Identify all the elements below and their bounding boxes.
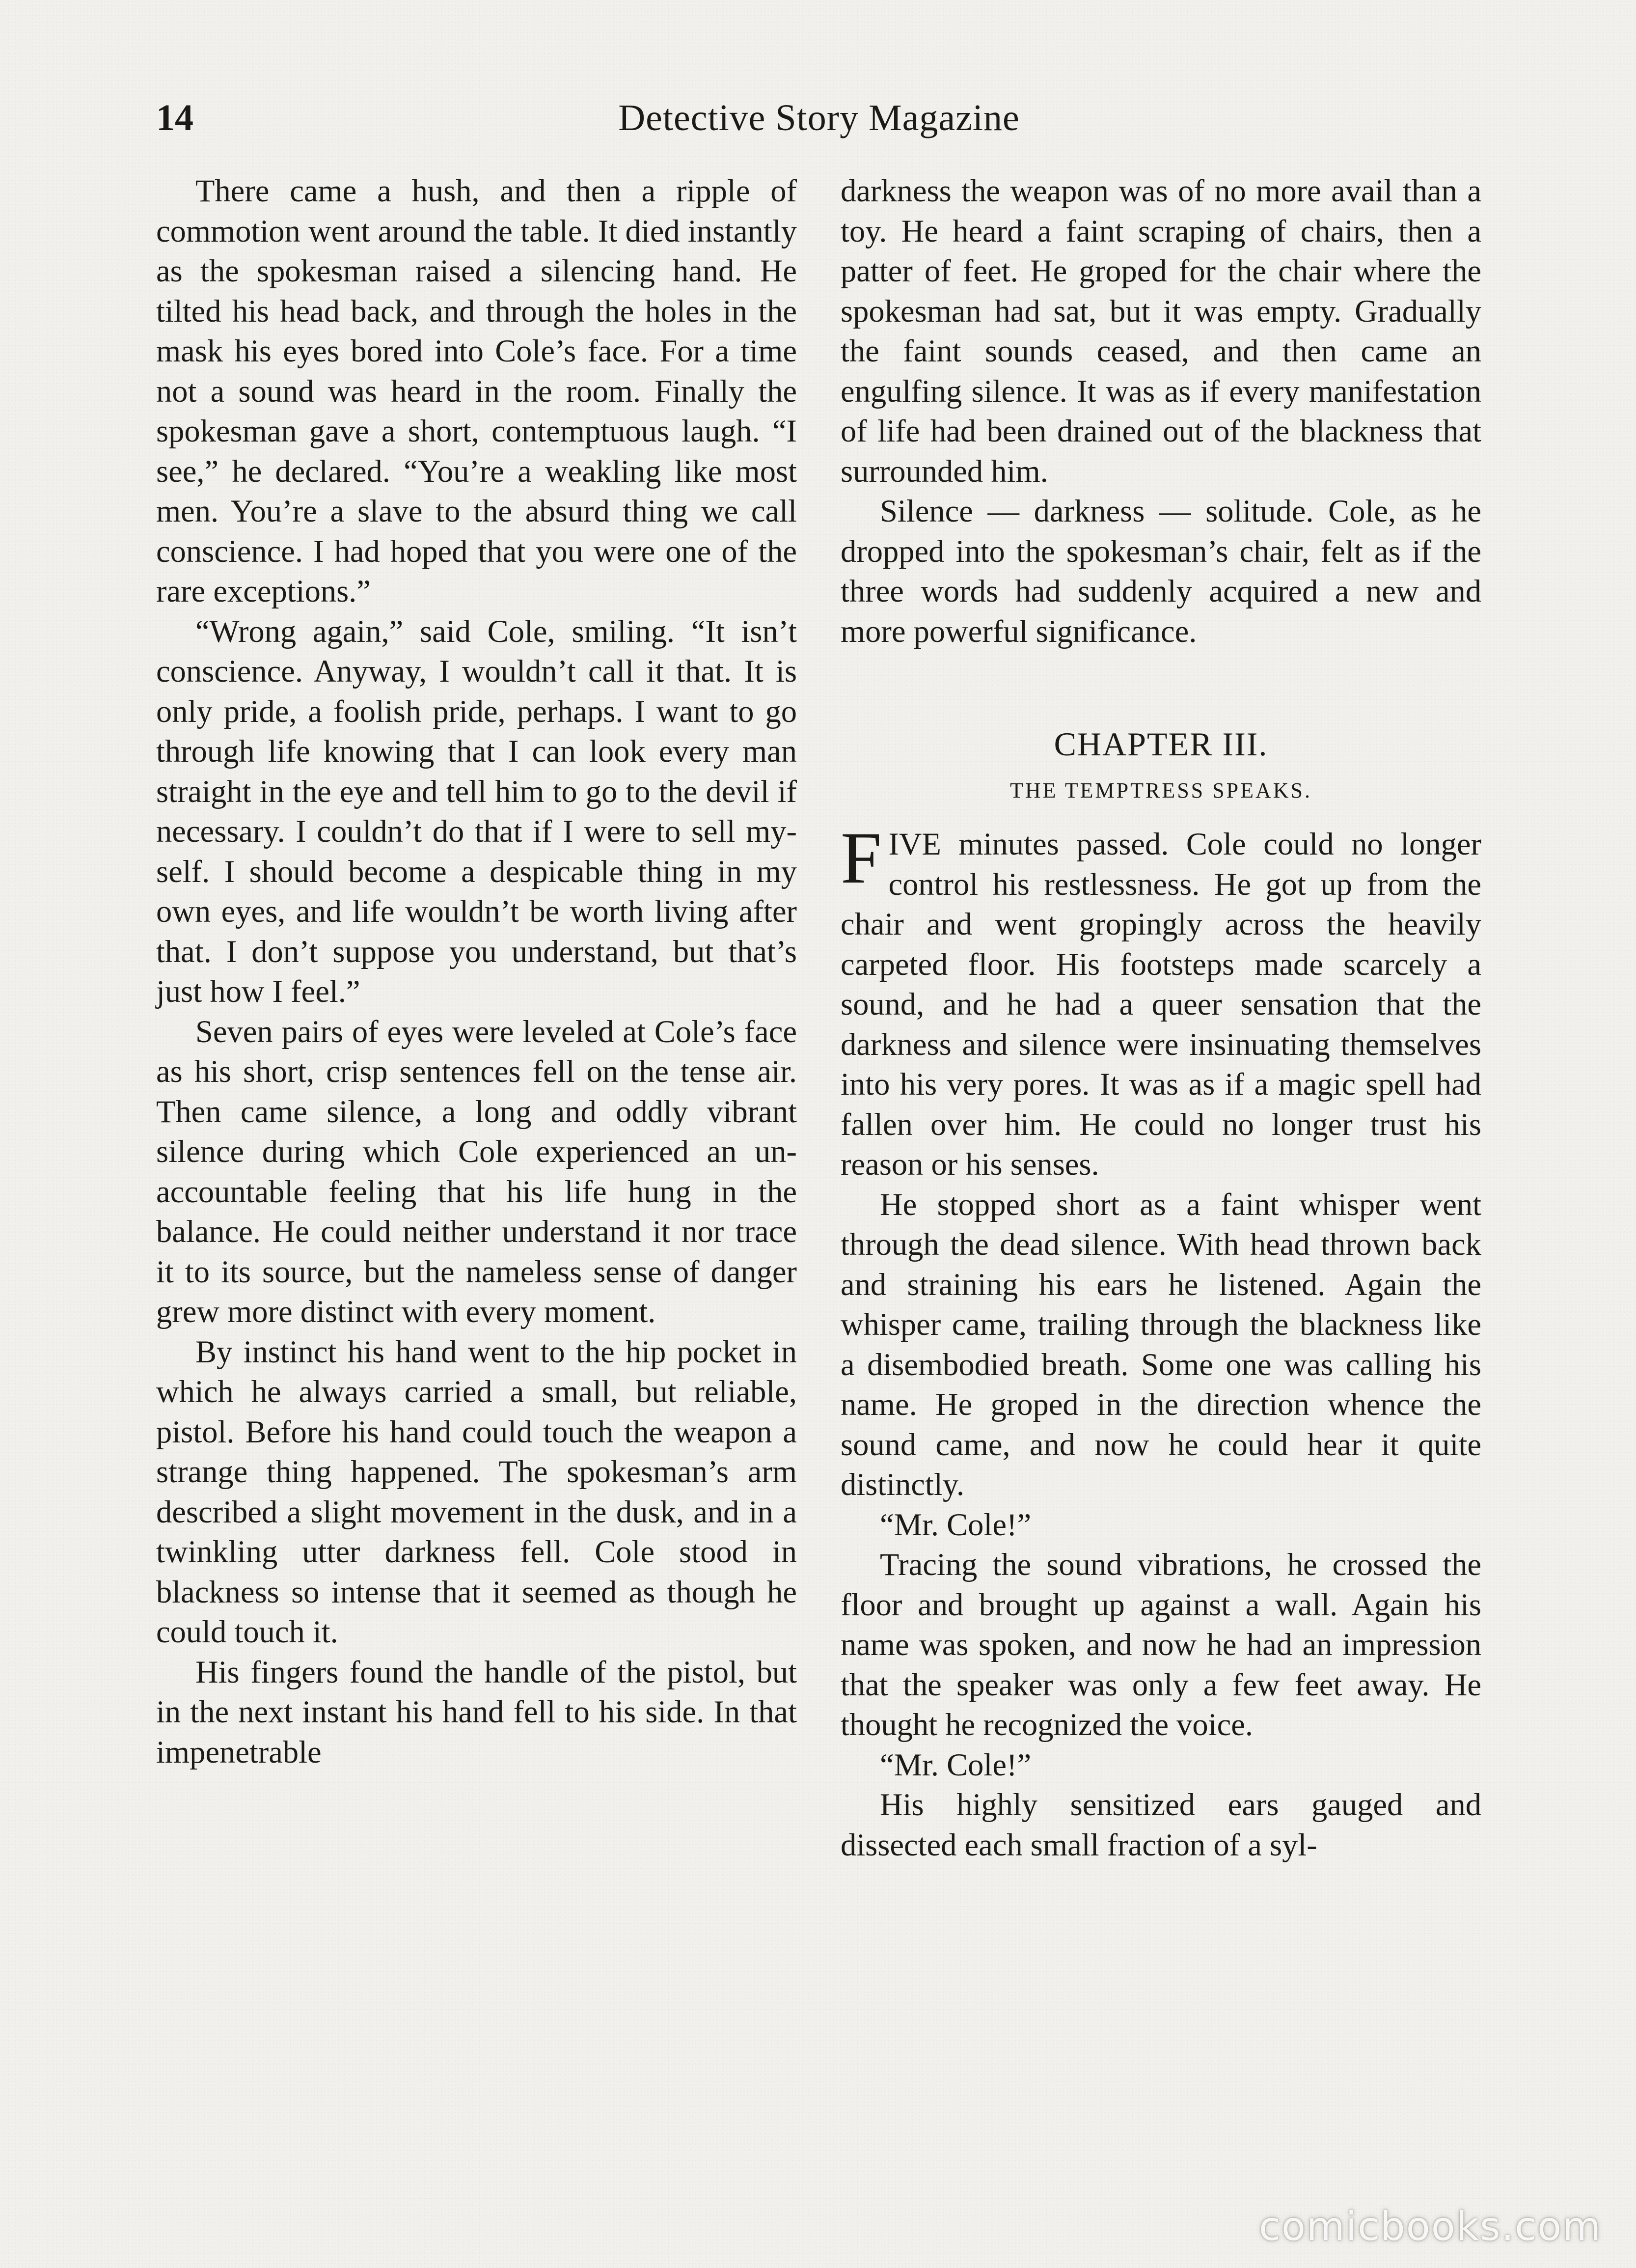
paragraph: Silence — darkness — solitude. Cole, as he dropped into the spokesman’s chair, felt as if the three words had suddenly acquired a new and more powerful significance.: [841, 494, 1481, 649]
paragraph: By instinct his hand went to the hip pocket in which he always carried a small, but reliable, pistol. Before his hand could touch the weapon a strange thing happened. The spokesman’s arm described a slight movement in the dusk, and in a twinkling utter darkness fell. Cole stood in blackness so intense that it seemed as though he could touch it.: [156, 1334, 797, 1649]
paragraph: “Mr. Cole!”: [880, 1507, 1032, 1542]
dropcap-paragraph: [841, 817, 1481, 1185]
paragraph: His fingers found the handle of the pistol, but in the next instant his hand fell to his side. In that impenetrable: [156, 1654, 797, 1770]
page-number: 14: [156, 97, 193, 138]
paragraph-text: IVE minutes passed. Cole could no longer control his restlessness. He got up from the chair and went gropingly across the heavily carpeted floor. His footsteps made scarcely a sound, and he had a queer sensation that the darkness and silence were insinuating themselves into his very pores. It was as if a magic spell had fallen over him. He could no longer trust his reason or his senses.: [841, 827, 1481, 1182]
left-column: [156, 171, 797, 1772]
paragraph: Tracing the sound vibrations, he crossed the floor and brought up against a wall. Again his name was spoken, and now he had an impression that the speaker was only a few feet away. He thought he recognized the voice.: [841, 1547, 1481, 1742]
watermark: comicbooks.com: [1258, 2204, 1602, 2249]
paragraph: Seven pairs of eyes were leveled at Cole’s face as his short, crisp sentences fell on the tense air. Then came silence, a long and oddly vibrant silence during which Cole experienced an unaccountable feeling that his life hung in the balance. He could neither understand it nor trace it to its source, but the nameless sense of danger grew more distinct with every moment.: [156, 1014, 797, 1329]
paragraph: “Wrong again,” said Cole, smiling. “It isn’t conscience. Anyway, I wouldn’t call it that. It is only pride, a foolish pride, perhaps. I want to go through life knowing that I can look every man straight in the eye and tell him to go to the devil if necessary. I couldn’t do that if I were to sell myself. I should become a despicable thing in my own eyes, and life wouldn’t be worth living after that. I don’t suppose you understand, but that’s just how I feel.”: [156, 613, 797, 1009]
chapter-heading: CHAPTER III.: [1054, 725, 1268, 763]
page-header: [156, 93, 1482, 147]
paragraph: There came a hush, and then a ripple of commotion went around the table. It died instantly as the spokesman raised a silencing hand. He tilted his head back, and through the holes in the mask his eyes bored into Cole’s face. For a time not a sound was heard in the room. Finally the spokesman gave a short, contemptuous laugh. “I see,” he declared. “You’re a weakling like most men. You’re a slave to the absurd thing we call conscience. I had hoped that you were one of the rare exceptions.”: [156, 173, 797, 608]
right-column: [841, 171, 1481, 1865]
paragraph: His highly sensitized ears gauged and dissected each small fraction of a syl-: [841, 1787, 1481, 1862]
drop-cap: F: [841, 817, 882, 899]
paragraph: He stopped short as a faint whisper went through the dead silence. With head thrown back and straining his ears he listened. Again the whisper came, trailing through the blackness like a disembodied breath. Some one was calling his name. He groped in the direction whence the sound came, and now he could hear it quite distinctly.: [841, 1187, 1481, 1502]
paragraph-continued: darkness the weapon was of no more avail than a toy. He heard a faint scraping of chairs, then a patter of feet. He groped for the chair where the spokesman had sat, but it was empty. Gradually the faint sounds ceased, and then came an engulfing silence. It was as if every manifestation of life had been drained out of the blackness that surrounded him.: [841, 173, 1481, 489]
running-head: Detective Story Magazine: [618, 97, 1020, 138]
chapter-subtitle: THE TEMPTRESS SPEAKS.: [1010, 778, 1312, 802]
paragraph: “Mr. Cole!”: [880, 1747, 1032, 1782]
